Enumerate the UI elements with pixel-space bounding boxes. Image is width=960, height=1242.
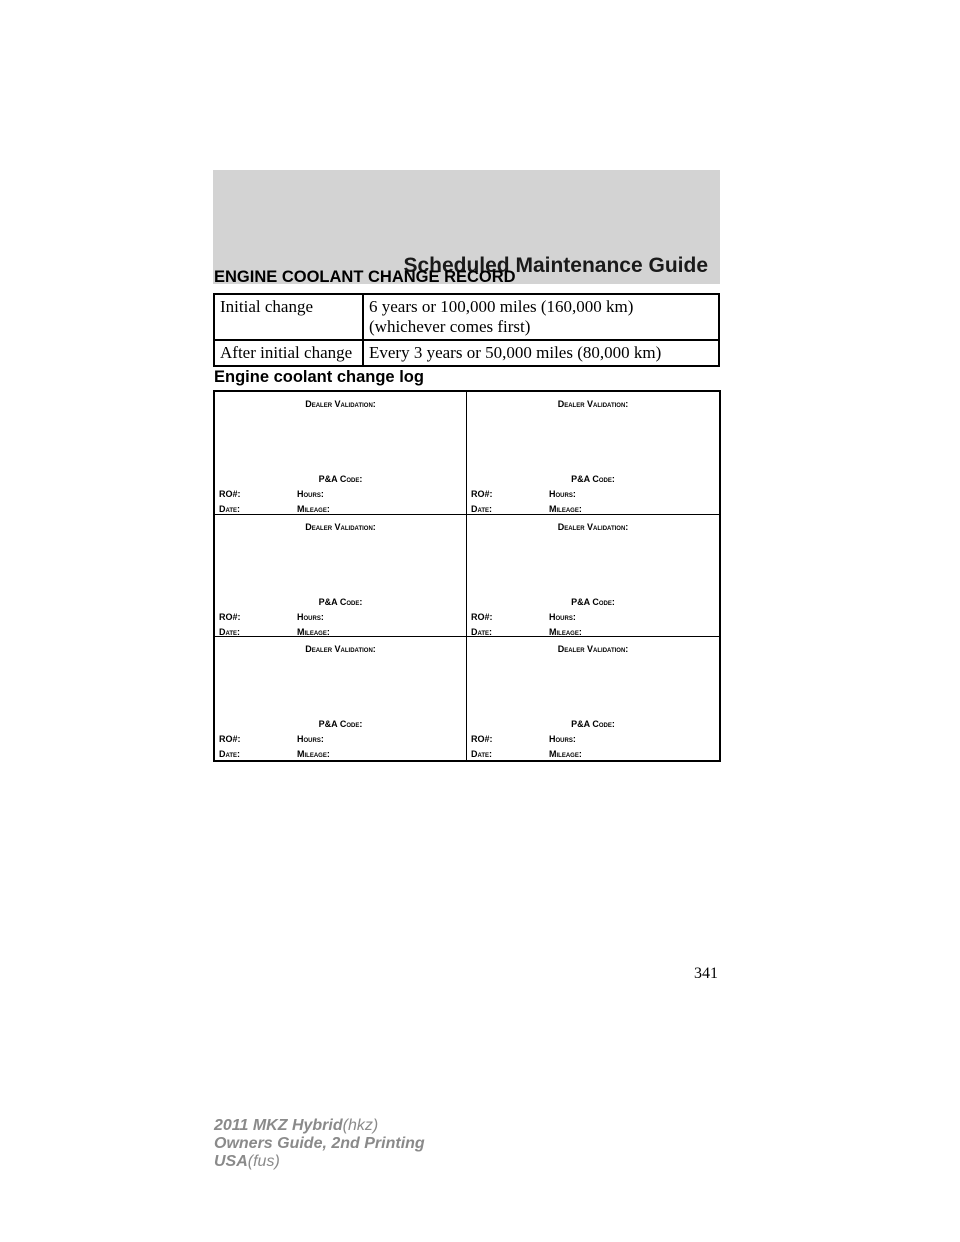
date-label: Date: <box>471 749 493 760</box>
date-label: Date: <box>471 626 493 637</box>
table-row <box>214 294 719 340</box>
mileage-label: Mileage: <box>297 749 330 760</box>
log-entry <box>215 515 467 638</box>
ro-label: RO#: <box>219 734 241 745</box>
dealer-validation-label: Dealer Validation: <box>305 644 376 655</box>
dealer-validation-label: Dealer Validation: <box>557 521 629 532</box>
header-band <box>213 170 720 284</box>
coolant-change-log <box>213 390 721 762</box>
ro-label: RO#: <box>471 734 493 745</box>
mileage-label: Mileage: <box>549 504 582 514</box>
dealer-validation-label: Dealer Validation: <box>305 521 376 532</box>
table-row <box>214 340 719 366</box>
page-header-title: Scheduled Maintenance Guide <box>403 254 708 277</box>
ro-label: RO#: <box>471 611 493 622</box>
dealer-validation-label: Dealer Validation: <box>305 399 376 409</box>
hours-label: Hours: <box>549 734 576 745</box>
mileage-label: Mileage: <box>297 504 330 514</box>
mileage-label: Mileage: <box>297 626 330 637</box>
pa-code-label: P&A Code: <box>571 474 615 484</box>
pa-code-label: P&A Code: <box>318 474 363 484</box>
hours-label: Hours: <box>549 611 576 622</box>
date-label: Date: <box>219 504 241 514</box>
pa-code-label: P&A Code: <box>318 596 363 607</box>
footer-printing: Owners Guide, 2nd Printing <box>214 1135 425 1152</box>
ro-label: RO#: <box>219 611 241 622</box>
ro-label: RO#: <box>471 489 493 499</box>
pa-code-label: P&A Code: <box>318 719 363 730</box>
row-value: Every 3 years or 50,000 miles (80,000 km) <box>363 340 719 366</box>
row-label: After initial change <box>214 340 363 366</box>
row-label: Initial change <box>214 294 363 340</box>
pa-code-label: P&A Code: <box>571 596 615 607</box>
log-entry <box>467 515 719 638</box>
log-entry <box>467 392 719 515</box>
row-value-line: (whichever comes first) <box>369 317 531 336</box>
footer-model-code: (hkz) <box>342 1117 379 1134</box>
log-entry <box>467 637 719 760</box>
coolant-change-table <box>213 293 720 367</box>
date-label: Date: <box>219 749 241 760</box>
row-value-line: 6 years or 100,000 miles (160,000 km) <box>369 297 634 316</box>
mileage-label: Mileage: <box>549 749 582 760</box>
dealer-validation-label: Dealer Validation: <box>557 399 629 409</box>
date-label: Date: <box>471 504 493 514</box>
hours-label: Hours: <box>297 489 324 499</box>
hours-label: Hours: <box>297 611 324 622</box>
log-entry <box>215 637 467 760</box>
footer-market-code: (fus) <box>247 1153 280 1170</box>
log-title: Engine coolant change log <box>214 368 424 386</box>
footer-market: USA <box>214 1153 248 1170</box>
dealer-validation-label: Dealer Validation: <box>557 644 629 655</box>
page-number: 341 <box>694 965 718 982</box>
row-value <box>363 294 719 340</box>
footer-model: 2011 MKZ Hybrid <box>214 1117 343 1134</box>
footer-imprint <box>214 1117 425 1171</box>
hours-label: Hours: <box>549 489 576 499</box>
date-label: Date: <box>219 626 241 637</box>
ro-label: RO#: <box>219 489 241 499</box>
section-title: ENGINE COOLANT CHANGE RECORD <box>214 268 516 286</box>
log-entry <box>215 392 467 515</box>
hours-label: Hours: <box>297 734 324 745</box>
mileage-label: Mileage: <box>549 626 582 637</box>
pa-code-label: P&A Code: <box>571 719 615 730</box>
